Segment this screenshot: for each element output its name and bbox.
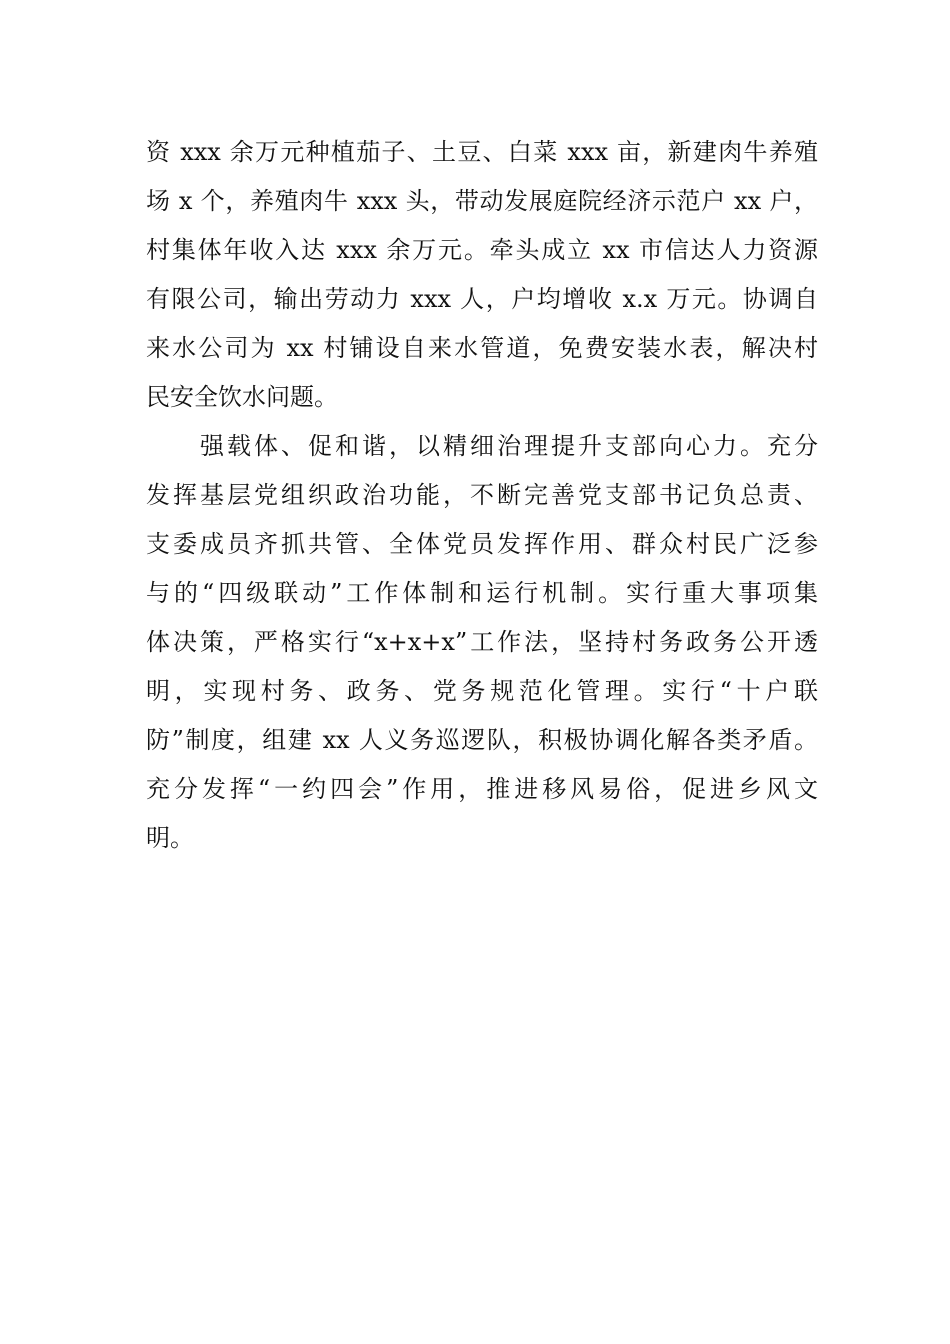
text-line: 充分发挥“一约四会”作用，推进移风易俗，促进乡风文 xyxy=(146,775,818,803)
text-line: 明。 xyxy=(146,824,194,852)
document-body xyxy=(146,128,818,863)
paragraph-1 xyxy=(146,128,818,422)
text-line: 防”制度，组建 xx 人义务巡逻队，积极协调化解各类矛盾。 xyxy=(146,726,818,754)
text-line: 强载体、促和谐，以精细治理提升支部向心力。充分 xyxy=(146,432,818,460)
text-line: 发挥基层党组织政治功能，不断完善党支部书记负总责、 xyxy=(146,481,818,509)
paragraph-2 xyxy=(146,422,818,863)
text-line: 明，实现村务、政务、党务规范化管理。实行“十户联 xyxy=(146,677,818,705)
text-line: 资 xxx 余万元种植茄子、土豆、白菜 xxx 亩，新建肉牛养殖 xyxy=(146,138,818,166)
text-line: 来水公司为 xx 村铺设自来水管道，免费安装水表，解决村 xyxy=(146,334,818,362)
text-line: 村集体年收入达 xxx 余万元。牵头成立 xx 市信达人力资源 xyxy=(146,236,818,264)
text-line: 场 x 个，养殖肉牛 xxx 头，带动发展庭院经济示范户 xx 户， xyxy=(146,187,818,215)
text-line: 支委成员齐抓共管、全体党员发挥作用、群众村民广泛参 xyxy=(146,530,818,558)
text-line: 体决策，严格实行“x+x+x”工作法，坚持村务政务公开透 xyxy=(146,628,818,656)
text-line: 与的“四级联动”工作体制和运行机制。实行重大事项集 xyxy=(146,579,818,607)
text-line: 民安全饮水问题。 xyxy=(146,383,338,411)
text-line: 有限公司，输出劳动力 xxx 人，户均增收 x.x 万元。协调自 xyxy=(146,285,818,313)
